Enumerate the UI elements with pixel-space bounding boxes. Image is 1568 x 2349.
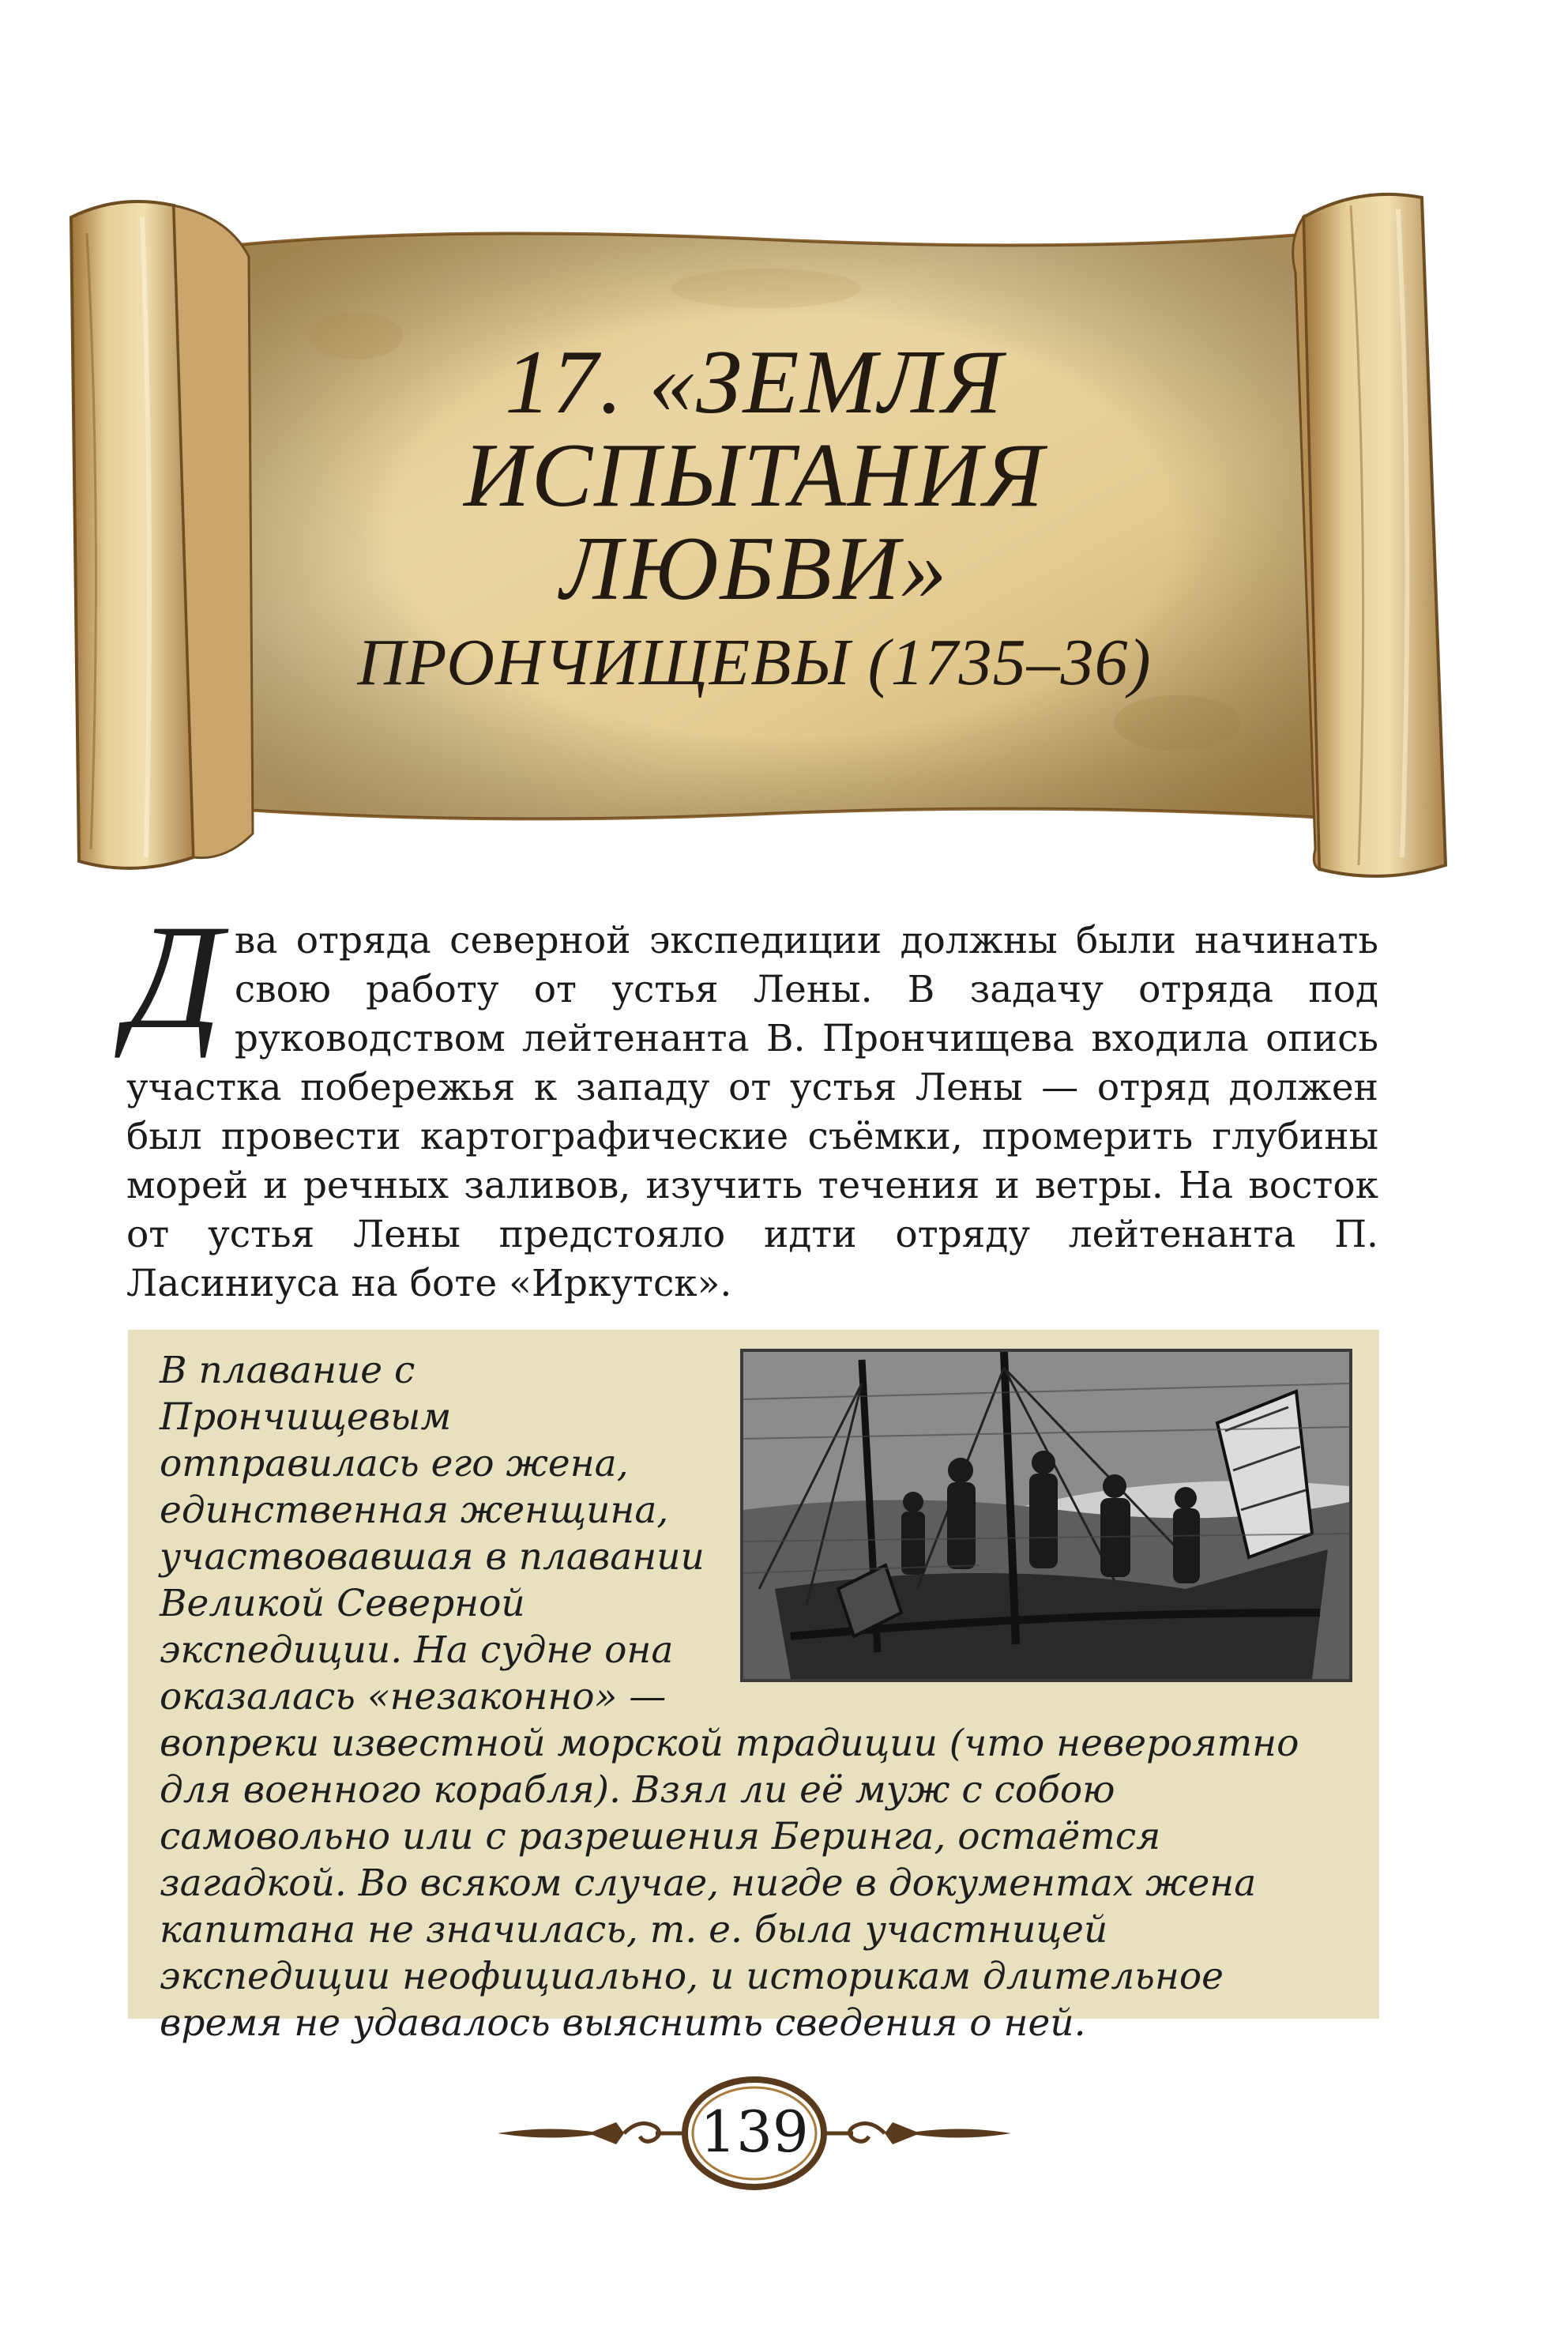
title-scroll-banner: [55, 170, 1501, 881]
infobox-text: В плавание с Прончищевым отправилась его жена, единственная женщина, участвовавшая в плавании Великой Северной экспедиции. На судне она оказалась «незаконно» — вопреки известной морской традиции (что невероятно для военного корабля). Взял ли её муж с собою самовольно или с разрешения Беринга, остаётся загадкой. Во всяком случае, нигде в документах жена капитана не значилась, т. е. была участницей экспедиции неофициально, и историкам длительное время не удавалось выяснить сведения о ней.: [160, 1349, 1299, 2045]
ship-deck-engraving: [740, 1349, 1352, 1682]
intro-text: ва отряда северной экспедиции должны были начинать свою работу от устья Лены. В задачу отряда под руководством лейтенанта В. Прончищева входила опись участка побережья к западу от устья Лены — отряд должен был провести картографические съёмки, промерить глубины морей и речных заливов, изучить течения и ветры. На восток от устья Лены предстояло идти отряду лейтенанта П. Ласиниуса на боте «Иркутск».: [126, 919, 1378, 1305]
page-number: 139: [700, 2099, 809, 2165]
title-line-3: ЛЮБВИ»: [560, 518, 949, 619]
chapter-title: [261, 332, 1248, 706]
page-number-ornament: [498, 2070, 1011, 2197]
sidebar-infobox: [128, 1330, 1379, 2045]
title-line-2: ИСПЫТАНИЯ: [464, 425, 1045, 526]
ship-illustration-graphic: [743, 1352, 1349, 1679]
title-line-1: 17. «ЗЕМЛЯ: [505, 332, 1004, 433]
chapter-subtitle: ПРОНЧИЩЕВЫ (1735–36): [357, 626, 1152, 699]
intro-paragraph: [126, 894, 1378, 1308]
drop-cap: Д: [126, 894, 222, 1060]
